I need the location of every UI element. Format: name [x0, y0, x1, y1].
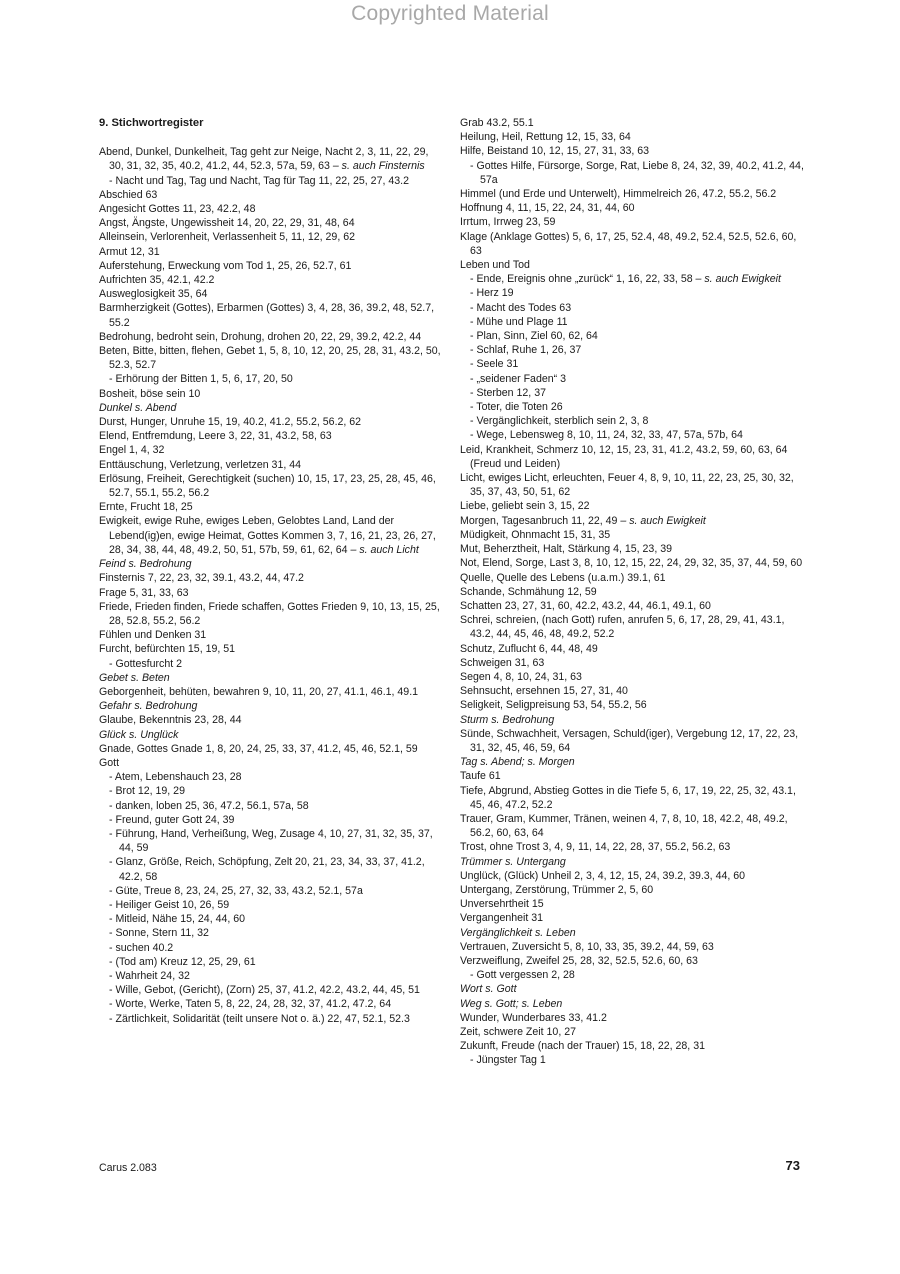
index-entry-text: - Plan, Sinn, Ziel 60, 62, 64: [470, 330, 598, 343]
index-entry: [460, 940, 805, 954]
index-entry-text: Hilfe, Beistand 10, 12, 15, 27, 31, 33, 63: [460, 145, 650, 158]
index-entry-text: - Heiliger Geist 10, 26, 59: [109, 898, 230, 911]
index-subentry: [460, 414, 805, 428]
page-number: 73: [785, 1158, 800, 1173]
index-entry-text: - Nacht und Tag, Tag und Nacht, Tag für Tag 11, 22, 25, 27, 43.2: [109, 174, 409, 187]
index-subentry: [460, 357, 805, 371]
index-entry-text: Glück s. Unglück: [99, 728, 179, 741]
index-entry-text: Gnade, Gottes Gnade 1, 8, 20, 24, 25, 33, 37, 41.2, 45, 46, 52.1, 59: [99, 742, 418, 755]
index-entry: [460, 215, 805, 229]
index-entry: [460, 144, 805, 158]
index-entry: [460, 499, 805, 513]
index-entry-text: Vertrauen, Zuversicht 5, 8, 10, 33, 35, 39.2, 44, 59, 63: [460, 940, 714, 953]
index-column-right: [460, 116, 805, 1068]
index-subentry: [99, 926, 444, 940]
index-entry: [460, 542, 805, 556]
index-entry-text: Himmel (und Erde und Unterwelt), Himmelreich 26, 47.2, 55.2, 56.2: [460, 188, 777, 201]
index-entry-text: - „seidener Faden“ 3: [470, 372, 566, 385]
index-entry: [460, 599, 805, 613]
index-subentry: [99, 884, 444, 898]
index-entry-text: Not, Elend, Sorge, Last 3, 8, 10, 12, 15, 22, 24, 29, 32, 35, 37, 44, 59, 60: [460, 557, 803, 570]
index-entry-text: - (Tod am) Kreuz 12, 25, 29, 61: [109, 955, 256, 968]
index-entry-text: Morgen, Tagesanbruch 11, 22, 49: [460, 514, 621, 527]
index-subentry: [460, 400, 805, 414]
index-entry-text: Unglück, (Glück) Unheil 2, 3, 4, 12, 15, 24, 39.2, 39.3, 44, 60: [460, 869, 746, 882]
index-entry-text: - Mühe und Plage 11: [470, 315, 568, 328]
index-entry-text: Elend, Entfremdung, Leere 3, 22, 31, 43.2, 58, 63: [99, 430, 332, 443]
index-entry-text: Sünde, Schwachheit, Versagen, Schuld(iger), Vergebung 12, 17, 22, 23, 31, 32, 45, 46, 59, 64: [460, 727, 799, 754]
index-entry: [460, 997, 805, 1011]
index-subentry: [460, 329, 805, 343]
index-entry: [460, 116, 805, 130]
index-entry-text: Weg s. Gott; s. Leben: [460, 997, 563, 1010]
index-subentry: [99, 997, 444, 1011]
index-entry-text: Tiefe, Abgrund, Abstieg Gottes in die Tiefe 5, 6, 17, 19, 22, 25, 32, 43.1, 45, 46, 47.2, 52.2: [460, 784, 796, 811]
index-entry: [99, 514, 444, 557]
index-entry-text: - Erhörung der Bitten 1, 5, 6, 17, 20, 50: [109, 373, 293, 386]
cross-reference: – s. auch Finsternis: [332, 160, 425, 173]
index-entry: [460, 201, 805, 215]
index-entry: [99, 216, 444, 230]
index-subentry: [460, 428, 805, 442]
index-entry-text: - Vergänglichkeit, sterblich sein 2, 3, 8: [470, 415, 649, 428]
index-entry-text: Gefahr s. Bedrohung: [99, 700, 198, 713]
index-entry-text: Vergangenheit 31: [460, 912, 544, 925]
index-subentry: [460, 343, 805, 357]
index-entry: [99, 728, 444, 742]
section-heading: 9. Stichwortregister: [99, 117, 204, 129]
index-entry-text: Enttäuschung, Verletzung, verletzen 31, 44: [99, 458, 302, 471]
index-entry-text: Glaube, Bekenntnis 23, 28, 44: [99, 714, 242, 727]
index-entry-text: - Führung, Hand, Verheißung, Weg, Zusage 4, 10, 27, 31, 32, 35, 37, 44, 59: [109, 827, 433, 855]
index-entry: [460, 230, 805, 258]
index-entry-text: - Freund, guter Gott 24, 39: [109, 813, 235, 826]
index-entry-text: Leid, Krankheit, Schmerz 10, 12, 15, 23, 31, 41.2, 43.2, 59, 60, 63, 64 (Freud und Leiden): [460, 443, 788, 470]
index-entry-text: - danken, loben 25, 36, 47.2, 56.1, 57a, 58: [109, 799, 309, 812]
index-entry: [460, 926, 805, 940]
index-entry-text: Dunkel s. Abend: [99, 401, 177, 414]
index-entry-text: Hoffnung 4, 11, 15, 22, 24, 31, 44, 60: [460, 202, 635, 215]
index-entry-text: Licht, ewiges Licht, erleuchten, Feuer 4, 8, 9, 10, 11, 22, 23, 25, 30, 32, 35, 37, 43, 50, 51, 62: [460, 472, 794, 499]
index-list-right: [460, 116, 805, 1068]
index-entry-text: Barmherzigkeit (Gottes), Erbarmen (Gottes) 3, 4, 28, 36, 39.2, 48, 52.7, 55.2: [99, 302, 435, 329]
index-entry: [99, 401, 444, 415]
index-subentry: [99, 983, 444, 997]
index-entry: [460, 840, 805, 854]
index-entry: [99, 344, 444, 372]
index-subentry: [460, 968, 805, 982]
index-entry: [460, 1025, 805, 1039]
index-entry: [99, 245, 444, 259]
index-entry-text: - Gott vergessen 2, 28: [470, 969, 575, 982]
index-entry-text: Sturm s. Bedrohung: [460, 713, 555, 726]
index-entry-text: Schweigen 31, 63: [460, 656, 545, 669]
index-entry-text: Abschied 63: [99, 188, 158, 201]
index-entry: [460, 585, 805, 599]
index-entry-text: Geborgenheit, behüten, bewahren 9, 10, 11, 20, 27, 41.1, 46.1, 49.1: [99, 685, 419, 698]
index-entry-text: Armut 12, 31: [99, 245, 160, 258]
index-entry: [99, 600, 444, 628]
index-entry-text: Trümmer s. Untergang: [460, 855, 566, 868]
index-subentry: [460, 159, 805, 187]
index-entry-text: Schande, Schmähung 12, 59: [460, 585, 597, 598]
index-entry-text: Angst, Ängste, Ungewissheit 14, 20, 22, 29, 31, 48, 64: [99, 217, 355, 230]
index-subentry: [99, 770, 444, 784]
index-entry-text: Heilung, Heil, Rettung 12, 15, 33, 64: [460, 131, 631, 144]
index-entry: [460, 471, 805, 499]
index-subentry: [99, 657, 444, 671]
index-entry: [99, 259, 444, 273]
index-entry: [99, 443, 444, 457]
index-entry-text: Gebet s. Beten: [99, 671, 170, 684]
index-entry: [460, 670, 805, 684]
index-entry: [460, 911, 805, 925]
index-entry-text: Zukunft, Freude (nach der Trauer) 15, 18, 22, 28, 31: [460, 1040, 705, 1053]
index-entry-text: - Jüngster Tag 1: [470, 1054, 546, 1067]
index-entry-text: - Macht des Todes 63: [470, 301, 572, 314]
copyright-watermark: Copyrighted Material: [351, 2, 549, 25]
index-entry-text: Müdigkeit, Ohnmacht 15, 31, 35: [460, 528, 611, 541]
index-entry-text: - Ende, Ereignis ohne „zurück“ 1, 16, 22, 33, 58: [470, 273, 696, 286]
index-entry: [460, 528, 805, 542]
index-entry-text: Liebe, geliebt sein 3, 15, 22: [460, 500, 590, 513]
index-entry-text: Feind s. Bedrohung: [99, 558, 192, 571]
index-entry-text: Segen 4, 8, 10, 24, 31, 63: [460, 670, 582, 683]
index-entry: [460, 855, 805, 869]
index-entry-text: - Toter, die Toten 26: [470, 401, 563, 414]
index-entry-text: Schrei, schreien, (nach Gott) rufen, anrufen 5, 6, 17, 28, 29, 41, 43.1, 43.2, 44, 45, 46, 48, 49.2, 52.2: [460, 614, 785, 641]
index-entry: [460, 1011, 805, 1025]
index-entry: [460, 613, 805, 641]
index-entry: [99, 301, 444, 329]
index-entry: [460, 642, 805, 656]
index-entry: [460, 812, 805, 840]
index-entry: [99, 628, 444, 642]
index-entry-text: Mut, Beherztheit, Halt, Stärkung 4, 15, 23, 39: [460, 543, 672, 556]
index-entry: [460, 684, 805, 698]
index-entry-text: - Seele 31: [470, 358, 519, 371]
index-subentry: [460, 1053, 805, 1067]
index-entry-text: - Güte, Treue 8, 23, 24, 25, 27, 32, 33, 43.2, 52.1, 57a: [109, 884, 363, 897]
index-subentry: [460, 315, 805, 329]
index-subentry: [460, 286, 805, 300]
index-entry: [460, 443, 805, 471]
index-entry-text: Gott: [99, 756, 120, 769]
index-subentry: [99, 799, 444, 813]
index-entry: [99, 188, 444, 202]
index-entry: [99, 287, 444, 301]
index-entry-text: Finsternis 7, 22, 23, 32, 39.1, 43.2, 44, 47.2: [99, 572, 304, 585]
index-entry-text: - Wege, Lebensweg 8, 10, 11, 24, 32, 33, 47, 57a, 57b, 64: [470, 429, 743, 442]
index-entry: [99, 685, 444, 699]
index-entry-text: Wunder, Wunderbares 33, 41.2: [460, 1011, 607, 1024]
index-entry: [99, 586, 444, 600]
index-entry-text: - Zärtlichkeit, Solidarität (teilt unsere Not o. ä.) 22, 47, 52.1, 52.3: [109, 1012, 410, 1025]
index-entry: [99, 742, 444, 756]
index-entry-text: Bosheit, böse sein 10: [99, 387, 201, 400]
index-entry-text: Vergänglichkeit s. Leben: [460, 926, 576, 939]
index-entry-text: - Gottes Hilfe, Fürsorge, Sorge, Rat, Liebe 8, 24, 32, 39, 40.2, 41.2, 44, 57a: [470, 159, 804, 186]
index-entry-text: Furcht, befürchten 15, 19, 51: [99, 643, 236, 656]
index-entry: [460, 130, 805, 144]
index-entry: [99, 387, 444, 401]
index-entry-text: Untergang, Zerstörung, Trümmer 2, 5, 60: [460, 883, 654, 896]
index-entry: [99, 429, 444, 443]
cross-reference: – s. auch Ewigkeit: [695, 273, 781, 286]
index-entry: [99, 145, 444, 173]
cross-reference: – s. auch Ewigkeit: [620, 514, 706, 527]
index-entry: [460, 755, 805, 769]
index-entry: [460, 784, 805, 812]
index-entry-text: - Sonne, Stern 11, 32: [109, 927, 209, 940]
index-entry-text: - Brot 12, 19, 29: [109, 785, 185, 798]
cross-reference: – s. auch Licht: [350, 543, 419, 556]
index-entry-text: Fühlen und Denken 31: [99, 629, 207, 642]
index-entry: [460, 769, 805, 783]
index-entry-text: - Worte, Werke, Taten 5, 8, 22, 24, 28, 32, 37, 41.2, 47.2, 64: [109, 998, 392, 1011]
index-entry-text: Irrtum, Irrweg 23, 59: [460, 216, 556, 229]
index-entry-text: Wort s. Gott: [460, 983, 517, 996]
index-entry: [99, 699, 444, 713]
index-subentry: [99, 941, 444, 955]
index-entry: [460, 897, 805, 911]
index-entry: [460, 869, 805, 883]
index-list-left: [99, 145, 444, 1026]
index-entry: [99, 642, 444, 656]
index-entry-text: Grab 43.2, 55.1: [460, 117, 534, 129]
index-subentry: [99, 174, 444, 188]
index-entry-text: Friede, Frieden finden, Friede schaffen, Gottes Frieden 9, 10, 13, 15, 25, 28, 52.8, 55.2, 56.2: [99, 600, 440, 627]
index-entry: [99, 500, 444, 514]
index-subentry: [99, 372, 444, 386]
index-entry-text: Ausweglosigkeit 35, 64: [99, 288, 208, 301]
index-subentry: [99, 855, 444, 883]
index-subentry: [460, 372, 805, 386]
index-entry-text: Erlösung, Freiheit, Gerechtigkeit (suchen) 10, 15, 17, 23, 25, 28, 45, 46, 52.7, 55.1, 55.2, 56.2: [99, 472, 436, 500]
index-entry: [99, 202, 444, 216]
index-subentry: [460, 272, 805, 286]
index-entry-text: Ernte, Frucht 18, 25: [99, 501, 193, 514]
index-entry-text: Beten, Bitte, bitten, flehen, Gebet 1, 5, 8, 10, 12, 20, 25, 28, 31, 43.2, 50, 52.3, 52.7: [99, 345, 441, 372]
index-entry-text: - Sterben 12, 37: [470, 386, 546, 399]
index-entry-text: Tag s. Abend; s. Morgen: [460, 756, 575, 769]
index-entry-text: Zeit, schwere Zeit 10, 27: [460, 1026, 576, 1038]
index-entry-text: Ewigkeit, ewige Ruhe, ewiges Leben, Gelobtes Land, Land der Lebend(ig)en, ewige Heimat, Gottes Kommen 3, 7, 16, 21, 23, 26, 27, 28, 34, 38, 44, 48, 49.2, 50, 51, 57b, 59, 61, 62, 64: [99, 515, 436, 556]
index-entry-text: Quelle, Quelle des Lebens (u.a.m.) 39.1, 61: [460, 571, 666, 584]
index-entry-text: - Herz 19: [470, 287, 514, 300]
index-entry-text: Aufrichten 35, 42.1, 42.2: [99, 274, 215, 287]
publisher-code: Carus 2.083: [99, 1162, 157, 1174]
index-subentry: [99, 898, 444, 912]
index-subentry: [99, 969, 444, 983]
index-entry: [460, 1039, 805, 1053]
index-entry-text: Frage 5, 31, 33, 63: [99, 586, 189, 599]
index-entry: [460, 698, 805, 712]
index-entry-text: Verzweiflung, Zweifel 25, 28, 32, 52.5, 52.6, 60, 63: [460, 954, 698, 967]
index-entry: [460, 954, 805, 968]
index-entry-text: Abend, Dunkel, Dunkelheit, Tag geht zur Neige, Nacht 2, 3, 11, 22, 29, 30, 31, 32, 35, 40.2, 41.2, 44, 52.3, 57a, 59, 63: [99, 146, 429, 173]
index-entry-text: - suchen 40.2: [109, 941, 174, 954]
index-entry-text: Schutz, Zuflucht 6, 44, 48, 49: [460, 642, 598, 655]
index-subentry: [460, 301, 805, 315]
index-entry: [99, 756, 444, 770]
index-entry: [460, 187, 805, 201]
index-entry-text: - Wille, Gebot, (Gericht), (Zorn) 25, 37, 41.2, 42.2, 43.2, 44, 45, 51: [109, 984, 420, 997]
index-entry-text: Auferstehung, Erweckung vom Tod 1, 25, 26, 52.7, 61: [99, 259, 352, 272]
index-entry-text: - Wahrheit 24, 32: [109, 969, 190, 982]
index-entry-text: Klage (Anklage Gottes) 5, 6, 17, 25, 52.4, 48, 49.2, 52.4, 52.5, 52.6, 60, 63: [460, 230, 797, 257]
index-entry: [99, 415, 444, 429]
index-entry: [99, 273, 444, 287]
index-entry-text: - Schlaf, Ruhe 1, 26, 37: [470, 344, 582, 357]
index-subentry: [99, 784, 444, 798]
index-subentry: [460, 386, 805, 400]
index-entry: [460, 571, 805, 585]
index-entry-text: Trauer, Gram, Kummer, Tränen, weinen 4, 7, 8, 10, 18, 42.2, 48, 49.2, 56.2, 60, 63, 64: [460, 812, 788, 840]
index-entry: [99, 458, 444, 472]
index-entry-text: Bedrohung, bedroht sein, Drohung, drohen 20, 22, 29, 39.2, 42.2, 44: [99, 330, 422, 343]
index-entry: [460, 258, 805, 272]
index-entry: [460, 727, 805, 755]
index-entry-text: Taufe 61: [460, 770, 501, 783]
index-entry: [99, 571, 444, 585]
index-entry-text: - Atem, Lebenshauch 23, 28: [109, 771, 242, 784]
index-entry-text: Engel 1, 4, 32: [99, 444, 165, 457]
index-entry-text: Angesicht Gottes 11, 23, 42.2, 48: [99, 203, 256, 216]
index-entry: [460, 982, 805, 996]
index-entry: [460, 883, 805, 897]
index-subentry: [99, 1012, 444, 1026]
index-subentry: [99, 912, 444, 926]
index-entry-text: Unversehrtheit 15: [460, 898, 544, 911]
index-entry: [460, 656, 805, 670]
index-entry: [460, 556, 805, 570]
index-entry-text: Trost, ohne Trost 3, 4, 9, 11, 14, 22, 28, 37, 55.2, 56.2, 63: [460, 841, 731, 854]
index-entry: [99, 713, 444, 727]
index-entry: [99, 330, 444, 344]
index-subentry: [99, 813, 444, 827]
index-subentry: [99, 827, 444, 855]
index-entry-text: Seligkeit, Seligpreisung 53, 54, 55.2, 56: [460, 699, 647, 712]
index-entry-text: Alleinsein, Verlorenheit, Verlassenheit 5, 11, 12, 29, 62: [99, 231, 355, 244]
index-entry-text: Sehnsucht, ersehnen 15, 27, 31, 40: [460, 685, 628, 698]
index-entry-text: - Glanz, Größe, Reich, Schöpfung, Zelt 20, 21, 23, 34, 33, 37, 41.2, 42.2, 58: [109, 856, 425, 883]
index-entry: [99, 557, 444, 571]
index-entry-text: Schatten 23, 27, 31, 60, 42.2, 43.2, 44, 46.1, 49.1, 60: [460, 599, 711, 612]
index-column-left: [99, 116, 444, 1026]
index-entry: [99, 472, 444, 500]
index-entry-text: Durst, Hunger, Unruhe 15, 19, 40.2, 41.2, 55.2, 56.2, 62: [99, 416, 362, 429]
index-entry: [460, 514, 805, 528]
index-entry: [99, 230, 444, 244]
index-entry: [460, 713, 805, 727]
index-entry-text: Leben und Tod: [460, 259, 530, 272]
index-entry-text: - Gottesfurcht 2: [109, 657, 183, 670]
index-entry: [99, 671, 444, 685]
index-entry-text: - Mitleid, Nähe 15, 24, 44, 60: [109, 913, 246, 926]
index-subentry: [99, 955, 444, 969]
